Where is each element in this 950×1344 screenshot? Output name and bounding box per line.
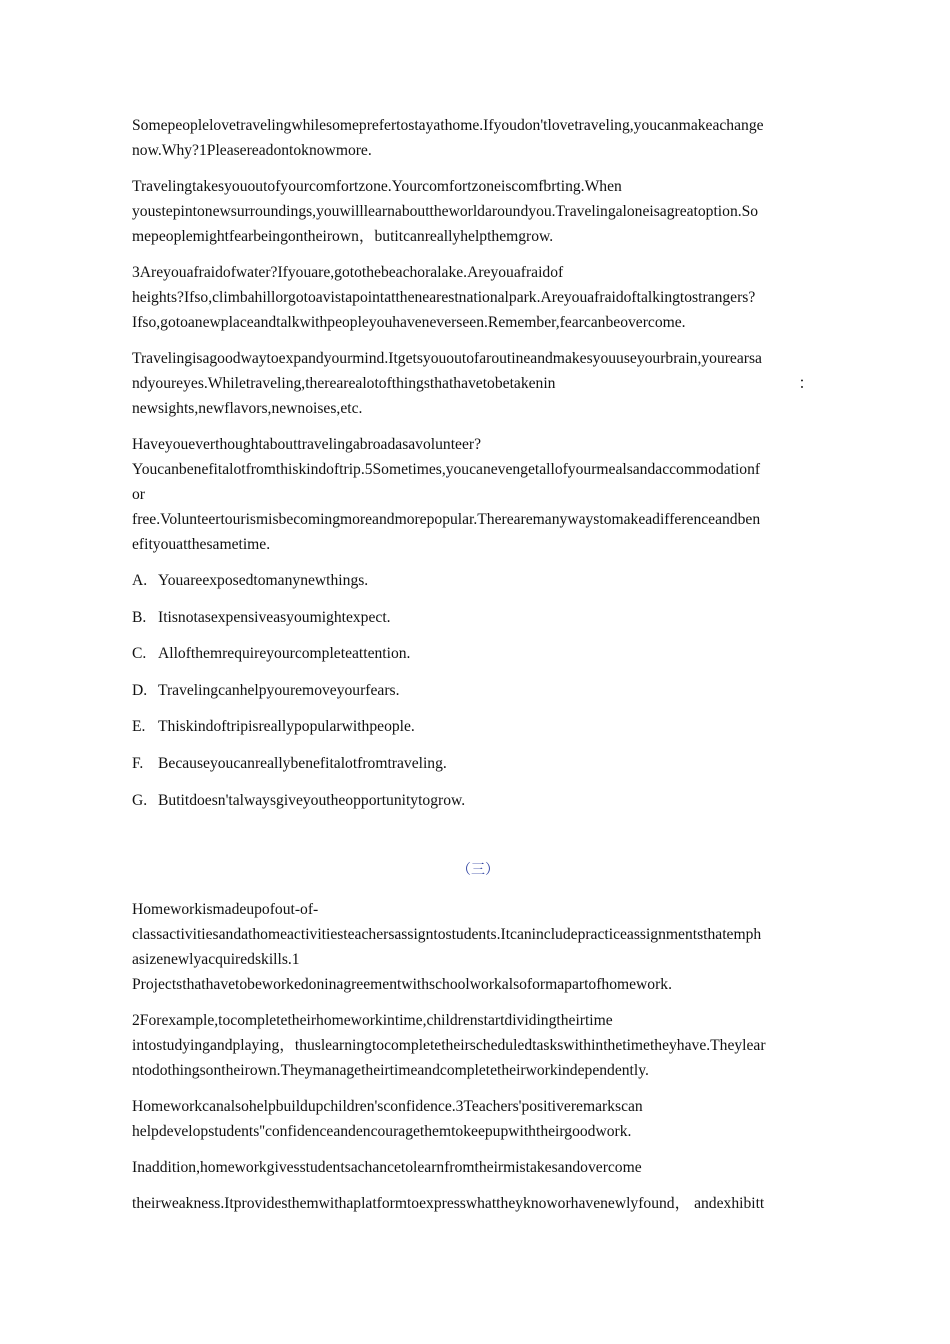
text-line: Youcanbenefitalotfromthiskindoftrip.5Sometimes,youcanevengetallofyourmealsandaccommodationf: [132, 461, 761, 478]
text-line: helpdevelopstudents''confidenceandencouragethemtokeepupwiththeirgoodwork.: [132, 1122, 632, 1140]
option-letter: C.: [132, 645, 147, 663]
option-item: [132, 678, 824, 703]
text-line: heights?Ifso,climbahillorgotoavistapointatthenearestnationalpark.Areyouafraidoftalkingtostrangers?: [132, 289, 756, 306]
paragraph-intro: [132, 113, 824, 163]
option-text: Thiskindoftripisreallypopularwithpeople.: [158, 718, 415, 736]
text-line-left: ndyoureyes.Whiletraveling,therearealotofthingsthathavetobetakenin: [132, 375, 556, 392]
paragraph-volunteer: [132, 432, 824, 557]
option-item: [132, 605, 824, 630]
text-line: Homeworkcanalsohelpbuildupchildren'sconfidence.3Teachers'positiveremarkscan: [132, 1097, 643, 1115]
paragraph-fears: [132, 260, 824, 335]
paragraph-time-management: [132, 1008, 824, 1083]
section-heading: （三）: [457, 862, 499, 878]
paragraph-mistakes: [132, 1155, 824, 1180]
text-line: free.Volunteertourismisbecomingmoreandmorepopular.Therearemanywaystomakeadifferenceandben: [132, 511, 761, 528]
text-line: 2Forexample,tocompletetheirhomeworkintime,childrenstartdividingtheirtime: [132, 1011, 613, 1029]
option-text: Travelingcanhelpyouremoveyourfears.: [158, 681, 400, 699]
option-letter: E.: [132, 718, 146, 736]
text-line: [132, 371, 824, 396]
text-line: theirweakness.Itprovidesthemwithaplatformtoexpresswhattheyknoworhavenewlyfound， andexhibitt: [132, 1194, 765, 1212]
option-letter: F.: [132, 754, 144, 772]
text-line: efityouatthesametime.: [132, 536, 271, 553]
text-line: newsights,newflavors,newnoises,etc.: [132, 400, 363, 417]
option-item: [132, 751, 824, 776]
text-line: youstepintonewsurroundings,youwilllearnabouttheworldaroundyou.Travelingaloneisagreatoption.So: [132, 203, 759, 220]
option-item: [132, 568, 824, 593]
paragraph-confidence: [132, 1094, 824, 1144]
text-line: Ifso,gotoanewplaceandtalkwithpeopleyouhaveneverseen.Remember,fearcanbeovercome.: [132, 314, 686, 331]
text-line: Homeworkismadeupofout-of-: [132, 900, 319, 918]
text-line: intostudyingandplaying，thuslearningtocompletetheirscheduledtaskswithinthetimetheyhave.Theylear: [132, 1036, 766, 1054]
paragraph-expand-mind: [132, 346, 824, 421]
paragraph-homework-definition: [132, 897, 824, 997]
text-line: Travelingisagoodwaytoexpandyourmind.Itgetsyououtofaroutineandmakesyouuseyourbrain,yourearsa: [132, 350, 762, 367]
option-text: Becauseyoucanreallybenefitalotfromtraveling.: [158, 754, 447, 772]
text-line: classactivitiesandathomeactivitiesteachersassigntostudents.Itcanincludepracticeassignmentsthatemph: [132, 925, 762, 943]
answer-options: [132, 568, 824, 813]
option-item: [132, 714, 824, 739]
option-letter: D.: [132, 681, 148, 699]
text-line: Haveyoueverthoughtabouttravelingabroadasavolunteer?: [132, 436, 481, 453]
text-line: mepeoplemightfearbeingontheirown，butitcanreallyhelpthemgrow.: [132, 228, 554, 245]
text-line: Somepeoplelovetravelingwhilesomeprefertostayathome.Ifyoudon'tlovetraveling,youcanmakeachange: [132, 117, 764, 134]
text-line: Inaddition,homeworkgivesstudentsachancetolearnfromtheirmistakesandovercome: [132, 1158, 642, 1176]
paragraph-weakness: [132, 1191, 824, 1216]
option-text: Butitdoesn'talwaysgiveyoutheopportunitytogrow.: [158, 791, 466, 809]
text-line: Travelingtakesyououtofyourcomfortzone.Yourcomfortzoneiscomfbrting.When: [132, 178, 622, 195]
text-line: asizenewlyacquiredskills.1: [132, 950, 300, 968]
option-letter: B.: [132, 608, 147, 626]
option-text: Youareexposedtomanynewthings.: [158, 572, 369, 589]
option-text: Allofthemrequireyourcompleteattention.: [158, 645, 411, 663]
option-letter: G.: [132, 791, 148, 809]
text-line: ntodothingsontheirown.Theymanagetheirtimeandcompletetheirworkindependently.: [132, 1061, 649, 1079]
text-line: 3Areyouafraidofwater?Ifyouare,gotothebeachoralake.Areyouafraidof: [132, 264, 564, 281]
option-letter: A.: [132, 572, 148, 589]
option-item: [132, 641, 824, 666]
text-line: Projectsthathavetobeworkedoninagreementwithschoolworkalsoformapartofhomework.: [132, 975, 672, 993]
text-line: now.Why?1Pleasereadontoknowmore.: [132, 142, 372, 159]
option-text: Itisnotasexpensiveasyoumightexpect.: [158, 608, 391, 626]
paragraph-comfort-zone: [132, 174, 824, 249]
text-line-colon: ：: [798, 375, 814, 392]
option-item: [132, 788, 824, 813]
text-line: or: [132, 486, 145, 503]
document-content: [132, 113, 824, 1227]
